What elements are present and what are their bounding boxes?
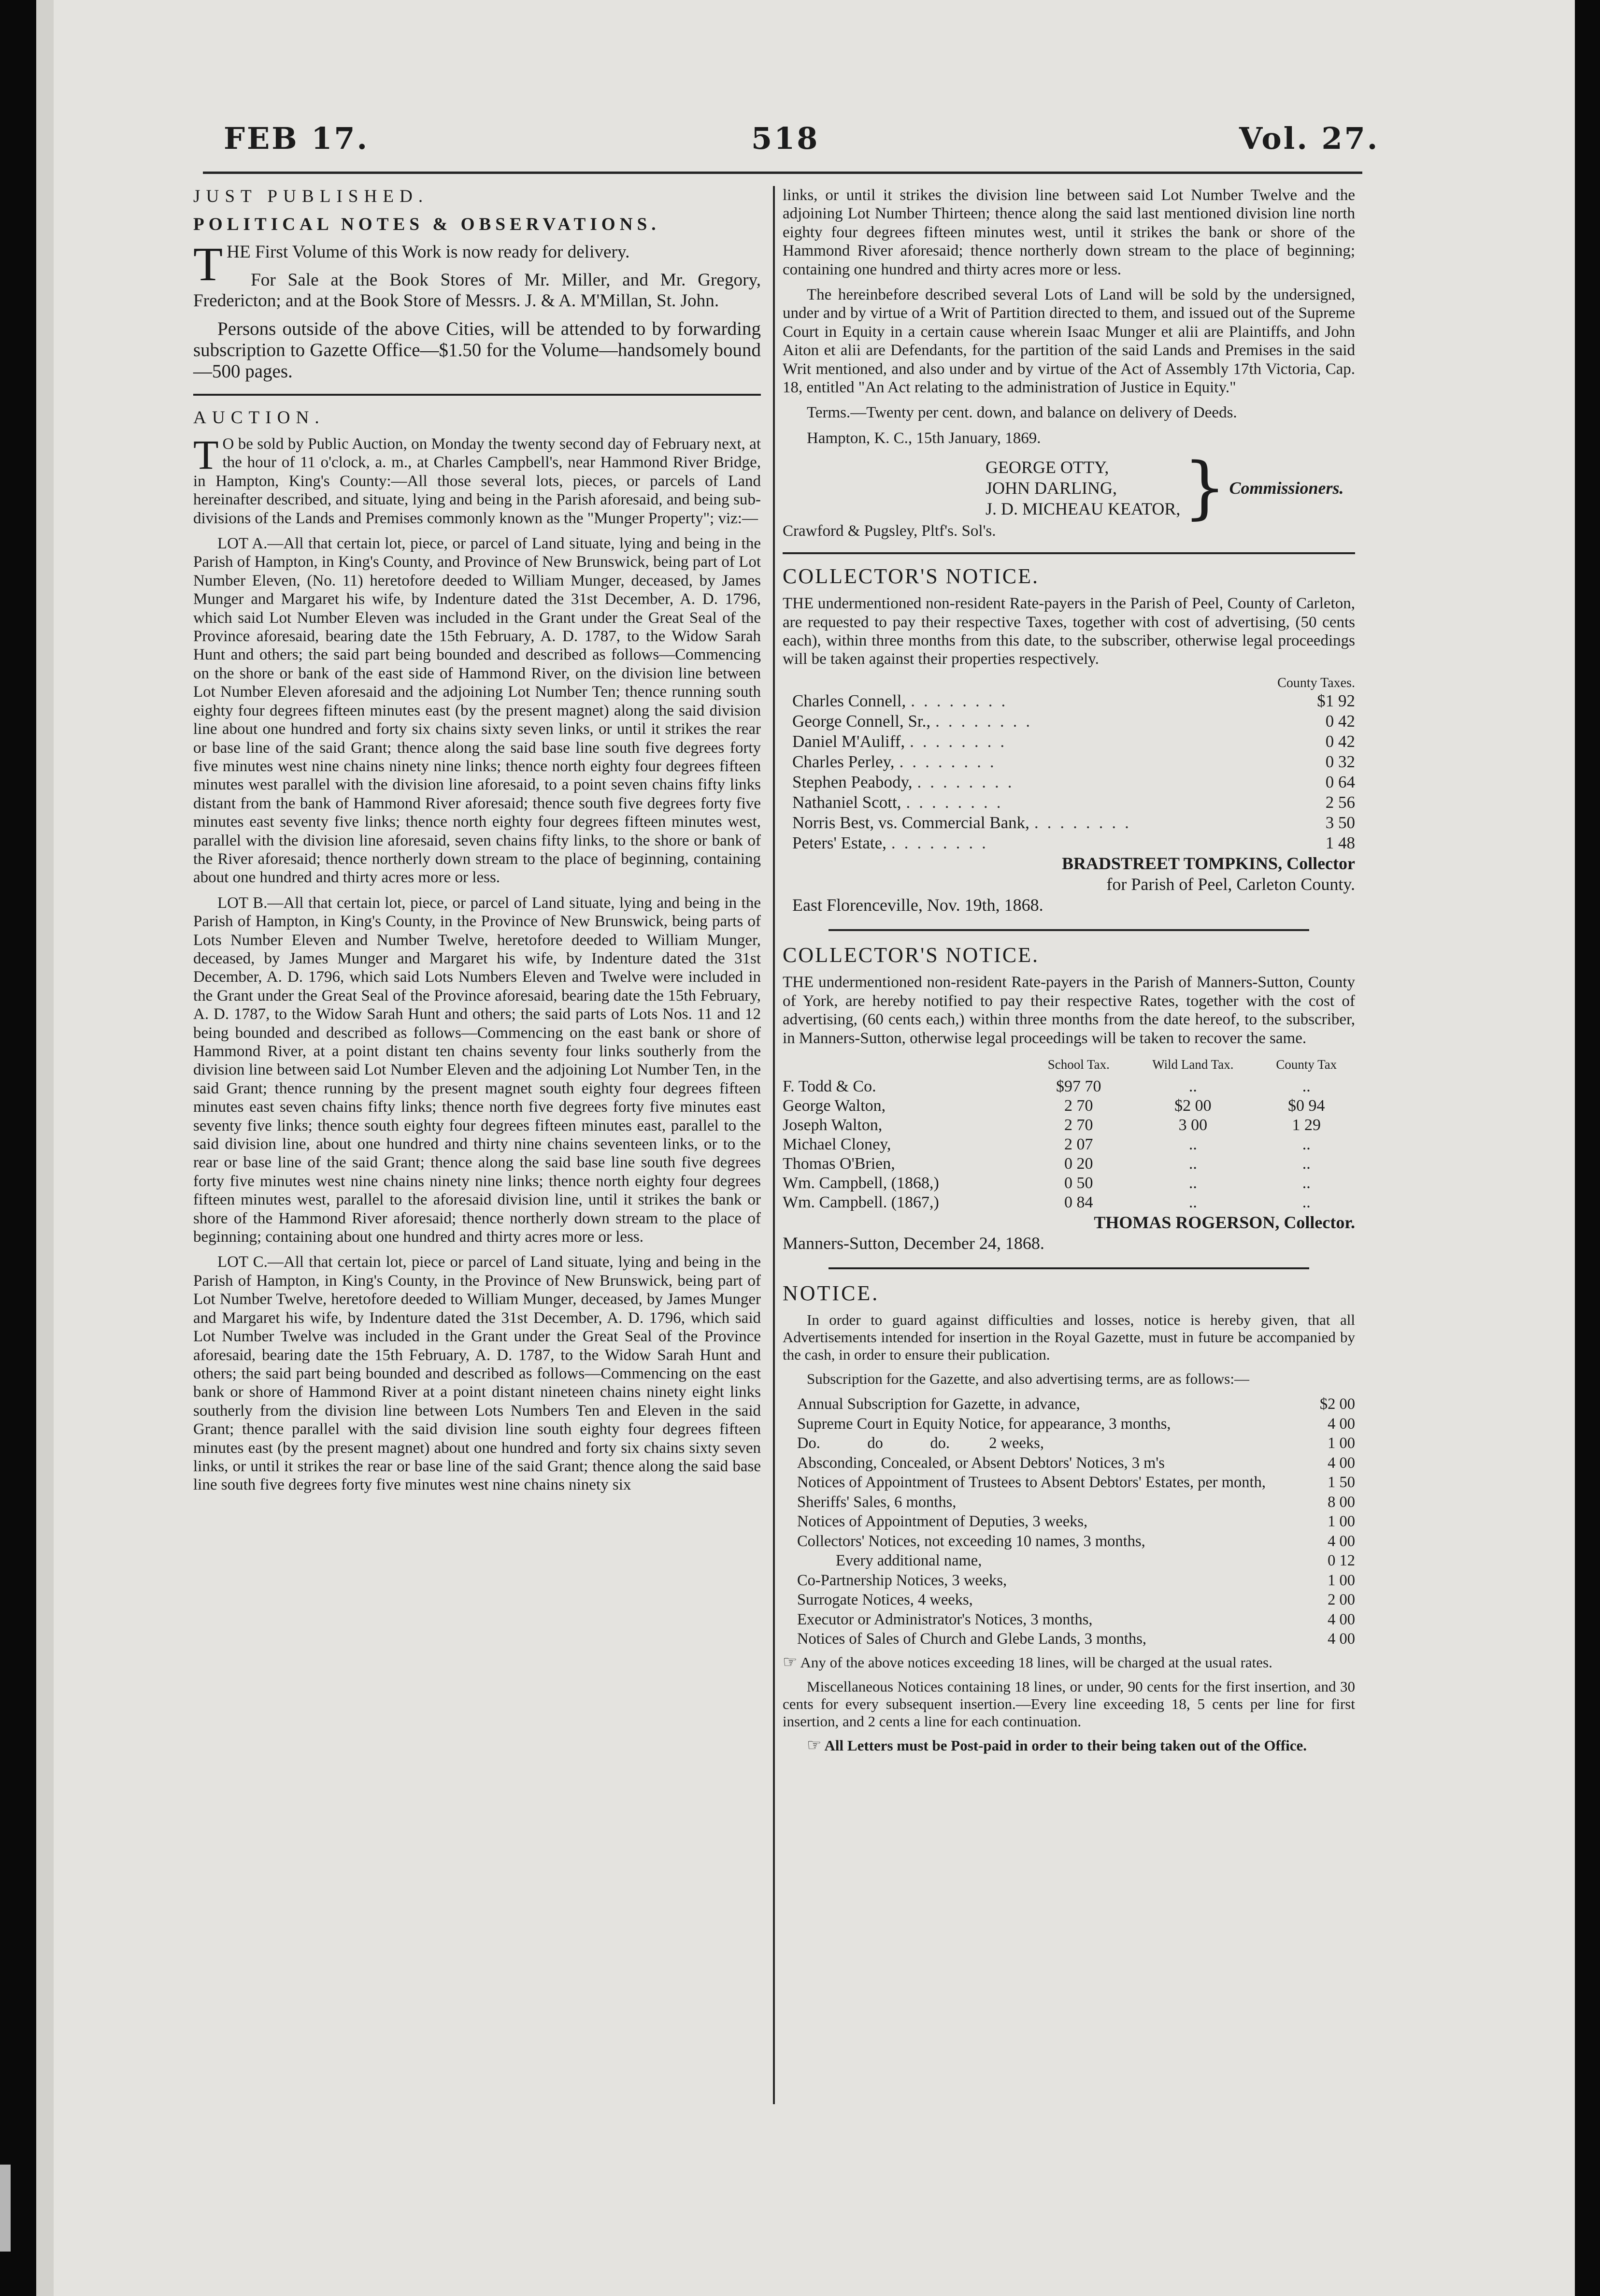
header-rule bbox=[203, 172, 1362, 174]
notice-para-1: In order to guard against difficulties and losses, notice is hereby given, that all Advertisements intended for insertion in the Royal Gazette, must in future be accompanied by the cash, in order to ensure their publication. bbox=[783, 1311, 1355, 1363]
collector-1-signer: BRADSTREET TOMPKINS, Collector bbox=[1061, 853, 1355, 873]
drop-cap: T bbox=[193, 237, 223, 291]
table-row: Joseph Walton, 2 70 3 00 1 29 bbox=[783, 1116, 1321, 1134]
wild-land-tax-header: Wild Land Tax. bbox=[1152, 1057, 1234, 1072]
collector-2-table bbox=[783, 1054, 1355, 1212]
brace-icon: } bbox=[1183, 448, 1227, 528]
auction-sale-para: The hereinbefore described several Lots of Land will be sold by the undersigned, under and by virtue of a Writ of Partition directed to them, and issued out of the Supreme Court in Equity in a certain cause wherein Isaac Munger et alii are Plaintiffs, and John Aiton et alii are Defendants, for the partition of the said Lands and Premises in the said Writ mentioned, and also under and by virtue of the Act of Assembly 17th Victoria, Cap. 18, entitled "An Act relating to the administration of Justice in Equity." bbox=[783, 286, 1355, 397]
lot-c: LOT C.—All that certain lot, piece or parcel of Land situate, lying and being in the Parish of Hampton, in King's County, in the Province of New Brunswick, being part of Lot Number Twelve, heretofore deeded to William Munger, deceased, by James Munger and Margaret his wife, by Indenture dated the 31st December, A. D. 1796, which said Lot Number Twelve was included in the Grant under the Great Seal of the Province aforesaid, bearing date the 15th February, A. D. 1787, to the Widow Sarah Hunt and others; the said part being bounded and described as follows—Commencing on the east bank or shore of Hammond River at a point distant nineteen chains ninety eight links southerly from the division line between Lots Numbers Ten and Eleven in the said Grant; thence parallel with the said division line south eighty four degrees fifteen minutes east (by the present magnet) about one hundred and forty six chains sixty seven links, or until it strikes the rear or base line of the said Grant; thence along the said base line south five degrees forty five minutes west nine chains ninety six bbox=[193, 1253, 761, 1494]
rate-row: Annual Subscription for Gazette, in advance, $2 00 bbox=[797, 1395, 1355, 1413]
section-rule bbox=[783, 552, 1355, 554]
table-row: Thomas O'Brien, 0 20 .. .. bbox=[783, 1154, 1311, 1173]
rate-row: Co-Partnership Notices, 3 weeks, 1 00 bbox=[797, 1571, 1355, 1589]
auction-intro: T O be sold by Public Auction, on Monday the twenty second day of February next, at the hour of 11 o'clock, a. m., at Charles Campbell's, near Hammond River Bridge, in Hampton, King's County:—All those several lots, pieces, or parcels of Land hereinafter described, and situate, lying and being in the Parish aforesaid, and being sub-divisions of the Lands and Premises commonly known as the "Munger Property"; viz:— bbox=[193, 431, 761, 527]
auction-date: Hampton, K. C., 15th January, 1869. bbox=[807, 429, 1041, 447]
signer-list bbox=[986, 457, 1180, 519]
county-taxes-header: County Taxes. bbox=[1277, 675, 1355, 690]
taxpayer-row: Norris Best, vs. Commercial Bank, ........ 3 50 bbox=[792, 813, 1355, 832]
issue-date: FEB 17. bbox=[224, 121, 370, 156]
notice-para-2: Subscription for the Gazette, and also advertising terms, are as follows:— bbox=[807, 1370, 1249, 1388]
commissioners-block bbox=[986, 448, 1355, 528]
section-rule bbox=[829, 1267, 1309, 1269]
commissioners-role: Commissioners. bbox=[1229, 478, 1344, 498]
just-published-para-2: For Sale at the Book Stores of Mr. Miller, and Mr. Gregory, Fredericton; and at the Book Store of Messrs. J. & A. M'Millan, St. John. bbox=[193, 270, 761, 311]
table-row: George Walton, 2 70 $2 00 $0 94 bbox=[783, 1096, 1325, 1115]
left-column bbox=[193, 186, 761, 1501]
page-number: 518 bbox=[751, 121, 820, 156]
solicitors-line: Crawford & Pugsley, Pltf's. Sol's. bbox=[783, 522, 996, 540]
just-published-para-1: T HE First Volume of this Work is now ready for delivery. bbox=[193, 237, 630, 291]
collector-1-list bbox=[792, 691, 1355, 853]
taxpayer-row: Nathaniel Scott, ........ 2 56 bbox=[792, 792, 1355, 812]
rate-row: Notices of Appointment of Deputies, 3 weeks, 1 00 bbox=[797, 1513, 1355, 1531]
political-notes-subtitle: POLITICAL NOTES & OBSERVATIONS. bbox=[193, 214, 660, 234]
volume-number: Vol. 27. bbox=[1239, 121, 1380, 156]
auction-continued bbox=[783, 186, 1355, 447]
rate-row: Absconding, Concealed, or Absent Debtors' Notices, 3 m's 4 00 bbox=[797, 1454, 1355, 1472]
auction-terms: Terms.—Twenty per cent. down, and balance on delivery of Deeds. bbox=[807, 404, 1237, 422]
taxpayer-row: Charles Connell, ........ $1 92 bbox=[792, 691, 1355, 710]
notice-title: NOTICE. bbox=[783, 1281, 880, 1305]
rate-row: Every additional name, 0 12 bbox=[836, 1552, 1355, 1570]
county-tax-header: County Tax bbox=[1276, 1057, 1337, 1072]
rate-row: Notices of Appointment of Trustees to Absent Debtors' Estates, per month, 1 50 bbox=[797, 1474, 1355, 1492]
just-published-para-3: Persons outside of the above Cities, will be attended to by forwarding subscription to Gazette Office—$1.50 for the Volume—handsomely bound—500 pages. bbox=[193, 318, 761, 382]
collector-notice-title-2: COLLECTOR'S NOTICE. bbox=[783, 943, 1040, 967]
rate-row: Notices of Sales of Church and Glebe Lands, 3 months, 4 00 bbox=[797, 1630, 1355, 1648]
table-header-row bbox=[783, 1054, 1355, 1077]
scan-edge-mark bbox=[0, 2165, 11, 2252]
table-row: Wm. Campbell. (1867,) 0 84 .. .. bbox=[783, 1193, 1311, 1211]
just-published-title: JUST PUBLISHED. bbox=[193, 187, 429, 206]
collector-1-signer-title: for Parish of Peel, Carleton County. bbox=[1106, 874, 1355, 894]
taxpayer-row: Stephen Peabody, ........ 0 64 bbox=[792, 772, 1355, 791]
signer: J. D. MICHEAU KEATOR, bbox=[986, 499, 1181, 518]
taxpayer-row: Daniel M'Auliff, ........ 0 42 bbox=[792, 732, 1355, 751]
signer: GEORGE OTTY, bbox=[986, 457, 1109, 477]
auction-continued-para: links, or until it strikes the division line between said Lot Number Twelve and the adjoining Lot Number Thirteen; thence along the said last mentioned division line north eighty four degrees fifteen minutes west, until it strikes the bank or shore of the Hammond River aforesaid; thence northerly down stream to the place of beginning; containing one hundred and thirty acres more or less. bbox=[783, 187, 1355, 278]
table-row: Michael Cloney, 2 07 .. .. bbox=[783, 1135, 1311, 1153]
drop-cap: T bbox=[193, 431, 219, 478]
auction-body bbox=[193, 431, 761, 1494]
collector-notice-body-1: THE undermentioned non-resident Rate-payers in the Parish of Peel, County of Carleton, are requested to pay their respective Taxes, together with cost of advertising, (50 cents each), within three months from this date, to the subscriber, otherwise legal proceedings will be taken against their properties respectively. bbox=[783, 595, 1355, 668]
collector-1-date: East Florenceville, Nov. 19th, 1868. bbox=[792, 895, 1043, 915]
school-tax-header: School Tax. bbox=[1047, 1057, 1110, 1072]
right-column bbox=[783, 186, 1355, 1761]
rate-row: Executor or Administrator's Notices, 3 months, 4 00 bbox=[797, 1610, 1355, 1628]
lot-a: LOT A.—All that certain lot, piece, or parcel of Land situate, lying and being in the Parish of Hampton, in King's County, and Province of New Brunswick, being part of Lot Number Eleven, (No. 11) heretofore deeded to William Munger, deceased, by James Munger and Margaret his wife, by Indenture dated the 31st December, A. D. 1796, which said Lot Number Eleven was included in the Grant under the Great Seal of the Province aforesaid, bearing date the 15th February, A. D. 1787, to the Widow Sarah Hunt and others; the said part being bounded and described as follows—Commencing on the shore or bank of the east side of Hammond River, on the division line between Lot Number Eleven aforesaid and the adjoining Lot Number Ten; thence running south eighty four degrees fifteen minutes east (by the present magnet) along the said division line about one hundred and forty six chains sixty seven links, or until it strikes the rear or base line of the said Grant; thence along the said base line south five degrees forty five minutes west nine chains ninety nine links; thence north eighty four degrees fifteen minutes west parallel with the division line aforesaid, to a point seven chains fifty links distant from the bank of Hammond River aforesaid; thence south five degrees forty five minutes east seventy five links; thence north eighty four degrees fifteen minutes west, parallel with the division line aforesaid, seven chains fifty links, to the shore or bank of the River aforesaid; thence northerly down stream to the place of beginning, containing about one hundred and thirty acres more or less. bbox=[193, 535, 761, 887]
lot-b: LOT B.—All that certain lot, piece, or parcel of Land situate, lying and being in the Parish of Hampton, in King's County, in the Province of New Brunswick, being parts of Lots Number Eleven and Number Twelve, heretofore deeded to William Munger, deceased, by James Munger and Margaret his wife, by Indenture dated the 31st December, A. D. 1796, which said Lots Numbers Eleven and Twelve were included in the Grant under the Great Seal of the Province aforesaid, bearing date the 15th February, A. D. 1787, to the Widow Sarah Hunt and others; the said parts of Lots Nos. 11 and 12 being bounded and described as follows—Commencing on the east bank or shore of Hammond River, at a point distant ten chains seventy four links southerly from the division line between said Lot Number Eleven and the adjoining Lot Number Ten, in the said Grant; thence running by the present magnet south eighty four degrees fifteen minutes east seven chains fifty links; thence north five degrees forty five minutes east seventy five links; thence south eighty four degrees fifteen minutes east, parallel to the said division line, about one hundred and thirty nine chains seventeen links, or to the rear or base line of the said Grant; thence along the said base line south five degrees forty five minutes west nine chains ninety nine links; thence north eighty four degrees fifteen minutes west, parallel to the aforesaid division line, until it strikes the bank or shore of the Hammond River aforesaid; thence northerly down stream to the place of beginning; containing about one hundred and thirty acres more or less. bbox=[193, 894, 761, 1246]
collector-2-date: Manners-Sutton, December 24, 1868. bbox=[783, 1233, 1044, 1253]
signer: JOHN DARLING, bbox=[986, 478, 1117, 498]
collector-notice-body-2: THE undermentioned non-resident Rate-payers in the Parish of Manners-Sutton, County of York, are hereby notified to pay their respective Rates, together with the cost of advertising, (60 cents each,) within three months from the date hereof, to the subscriber, in Manners-Sutton, otherwise legal proceedings will be taken to recover the same. bbox=[783, 974, 1355, 1047]
notice-para-3: ☞ Any of the above notices exceeding 18 lines, will be charged at the usual rates. bbox=[783, 1653, 1272, 1671]
advertising-rates-list bbox=[797, 1394, 1355, 1649]
auction-title: AUCTION. bbox=[193, 407, 325, 428]
taxpayer-row: Charles Perley, ........ 0 32 bbox=[792, 752, 1355, 771]
rate-row: Surrogate Notices, 4 weeks, 2 00 bbox=[797, 1591, 1355, 1609]
pointing-hand-icon: ☞ bbox=[807, 1736, 822, 1754]
taxpayer-row: George Connell, Sr., ........ 0 42 bbox=[792, 711, 1355, 731]
notice-para-4: Miscellaneous Notices containing 18 lines, or under, 90 cents for the first insertion, and 30 cents for every subsequent insertion.—Every line exceeding 18, 5 cents per line for first insertion, and 2 cents a line for each continuation. bbox=[783, 1678, 1355, 1730]
taxpayer-row: Peters' Estate, ........ 1 48 bbox=[792, 833, 1355, 852]
rate-row: Sheriffs' Sales, 6 months, 8 00 bbox=[797, 1493, 1355, 1511]
rate-row: Do. do do. 2 weeks, 1 00 bbox=[797, 1435, 1355, 1452]
column-divider bbox=[773, 186, 775, 2104]
collector-2-signer: THOMAS ROGERSON, Collector. bbox=[1094, 1212, 1355, 1232]
section-rule bbox=[829, 929, 1309, 931]
rate-row: Collectors' Notices, not exceeding 10 names, 3 months, 4 00 bbox=[797, 1532, 1355, 1550]
table-row: F. Todd & Co. $97 70 .. .. bbox=[783, 1077, 1311, 1095]
table-row: Wm. Campbell, (1868,) 0 50 .. .. bbox=[783, 1174, 1311, 1192]
rate-row: Supreme Court in Equity Notice, for appearance, 3 months, 4 00 bbox=[797, 1415, 1355, 1433]
pointing-hand-icon: ☞ bbox=[783, 1653, 798, 1671]
collector-notice-title-1: COLLECTOR'S NOTICE. bbox=[783, 564, 1040, 588]
section-rule bbox=[193, 394, 761, 396]
notice-para-5: ☞ All Letters must be Post-paid in order to their being taken out of the Office. bbox=[807, 1736, 1307, 1754]
